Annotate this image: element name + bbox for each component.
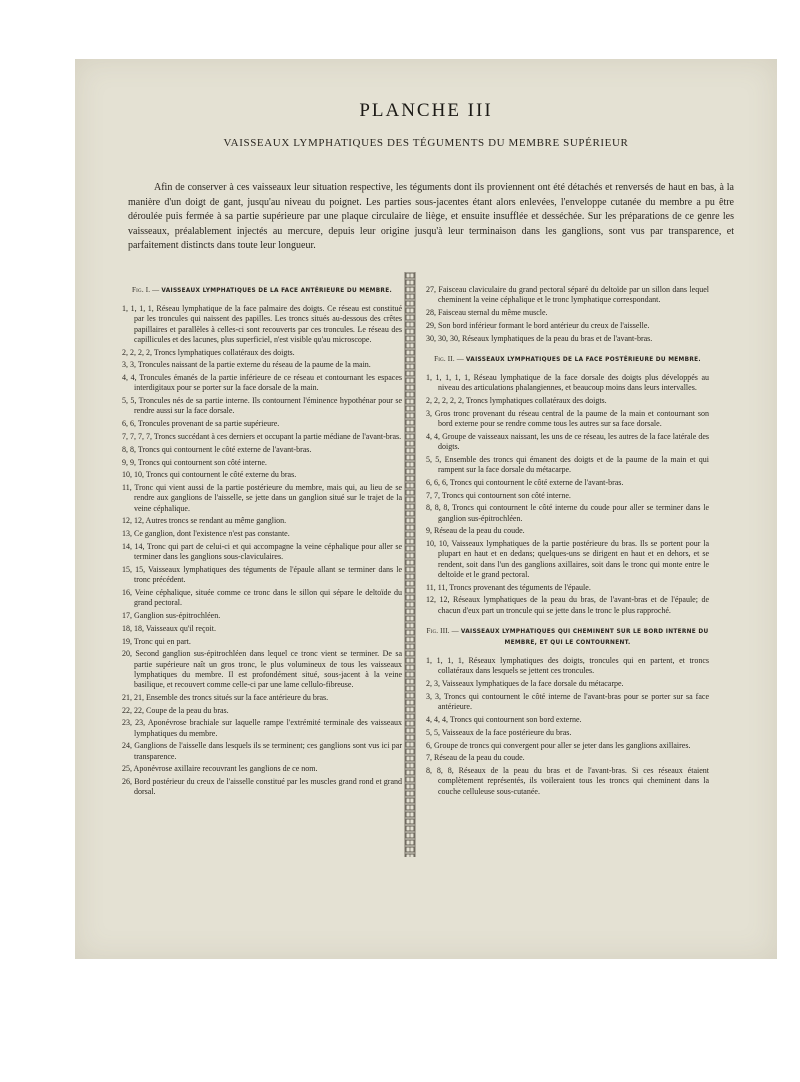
legend-entry: 5, 5, Troncules nés de sa partie interne. Ils contournent l'éminence hypothénar pour se rendre aussi sur la face dorsale. bbox=[122, 396, 402, 416]
legend-entry: 28, Faisceau sternal du même muscle. bbox=[426, 308, 548, 317]
legend-entry: 8, 8, 8, Troncs qui contournent le côté interne du coude pour aller se terminer dans le ganglion sus-épitrochléen. bbox=[426, 503, 709, 523]
legend-entry: 3, 3, Troncules naissant de la partie externe du réseau de la paume de la main. bbox=[122, 360, 371, 370]
left-column bbox=[122, 285, 402, 800]
legend-entry: 4, 4, Troncules émanés de la partie inférieure de ce réseau et contournant les espaces interdigitaux pour se porter sur la face dorsale de la main. bbox=[122, 373, 402, 393]
legend-entry: 10, 10, Vaisseaux lymphatiques de la partie postérieure du bras. Ils se portent pour la plupart en haut et en dedans; quelques-uns se dirigent en haut et en dehors, et se rendent, soit dans l'un des ganglions axillaires, soit dans le tronc qui monte entre le deltoïde et le grand pectoral. bbox=[426, 539, 709, 579]
fig1-caption: VAISSEAUX LYMPHATIQUES DE LA FACE ANTÉRIEURE DU MEMBRE. bbox=[161, 288, 392, 294]
plate-subtitle: VAISSEAUX LYMPHATIQUES DES TÉGUMENTS DU MEMBRE SUPÉRIEUR bbox=[223, 137, 629, 149]
legend-entry: 25, Aponévrose axillaire recouvrant les ganglions de ce nom. bbox=[122, 764, 318, 774]
legend-entry: 12, 12, Autres troncs se rendant au même ganglion. bbox=[122, 516, 287, 526]
legend-entry: 7, Réseau de la peau du coude. bbox=[426, 753, 525, 763]
legend-entry: 5, 5, Vaisseaux de la face postérieure du bras. bbox=[426, 727, 572, 737]
legend-entry: 7, 7, 7, 7, Troncs succédant à ces derniers et occupant la partie médiane de l'avant-bras. bbox=[122, 432, 402, 441]
fig2-section bbox=[426, 354, 709, 616]
legend-entry: 5, 5, Ensemble des troncs qui émanent des doigts et de la paume de la main et qui rampent sur la face dorsale du métacarpe. bbox=[426, 454, 709, 474]
fig2-legend-list bbox=[426, 373, 709, 616]
legend-entry: 9, 9, Troncs qui contournent son côté interne. bbox=[122, 457, 267, 467]
legend-entry: 2, 2, 2, 2, Troncs lymphatiques collatéraux des doigts. bbox=[122, 347, 295, 357]
legend-entry: 15, 15, Vaisseaux lymphatiques des téguments de l'épaule allant se terminer dans le tronc précédent. bbox=[122, 564, 402, 585]
legend-entry: 10, 10, Troncs qui contournent le côté externe du bras. bbox=[122, 470, 297, 480]
legend-entry: 12, 12, Réseaux lymphatiques de la peau du bras, de l'avant-bras et de l'épaule; de chacun d'eux part un troncule qui se jette dans le tronc le plus rapproché. bbox=[426, 595, 709, 615]
fig3-caption: VAISSEAUX LYMPHATIQUES QUI CHEMINENT SUR LE BORD INTERNE DU MEMBRE, ET QUI LE CONTOURNENT. bbox=[460, 628, 709, 646]
legend-entry: 18, 18, Vaisseaux qu'il reçoit. bbox=[122, 623, 216, 633]
fig2-heading bbox=[426, 354, 709, 365]
legend-entry: 8, 8, Troncs qui contournent le côté externe de l'avant-bras. bbox=[122, 444, 312, 454]
legend-entry: 26, Bord postérieur du creux de l'aisselle constitué par les muscles grand rond et grand dorsal. bbox=[122, 777, 402, 797]
legend-entry: 3, Gros tronc provenant du réseau central de la paume de la main et contournant son bord externe pour se rendre comme tous les autres sur sa face dorsale. bbox=[426, 408, 709, 428]
legend-entry: 2, 3, Vaisseaux lymphatiques de la face dorsale du métacarpe. bbox=[426, 679, 624, 689]
legend-entry: 11, 11, Troncs provenant des téguments de l'épaule. bbox=[426, 582, 591, 592]
legend-entry: 13, Ce ganglion, dont l'existence n'est pas constante. bbox=[122, 529, 290, 539]
fig3-legend-list bbox=[426, 656, 709, 797]
legend-entry: 6, 6, Troncules provenant de sa partie supérieure. bbox=[122, 419, 280, 429]
legend-entry: 17, Ganglion sus-épitrochléen. bbox=[122, 610, 221, 620]
legend-entry: 3, 3, Troncs qui contournent le côté interne de l'avant-bras pour se porter sur sa face antérieure. bbox=[426, 692, 709, 712]
legend-entry: 7, 7, Troncs qui contournent son côté interne. bbox=[426, 490, 571, 500]
plate-title: PLANCHE III bbox=[359, 100, 493, 121]
intro-paragraph: Afin de conserver à ces vaisseaux leur situation respective, les téguments dont ils proviennent ont été détachés et renversés de haut en bas, à la manière d'un doigt de gant, jusqu'au niveau du poignet. Les parties sous-jacentes étant alors enlevées, l'enveloppe cutanée du membre a pu être déroulée puis fermée à sa partie supérieure par une plaque circulaire de liège, et ensuite insufflée et desséchée. Sur les préparations de ce genre les vaisseaux, préalablement injectés au mercure, depuis leur origine jusqu'à leur terminaison dans les ganglions, sont vus par transparence, et parfaitement distincts dans toute leur longueur. bbox=[128, 182, 734, 251]
legend-entry: 24, Ganglions de l'aisselle dans lesquels ils se terminent; ces ganglions sont vus ici par transparence. bbox=[122, 741, 402, 761]
legend-entry: 1, 1, 1, 1, Réseau lymphatique de la face palmaire des doigts. Ce réseau est constitué par les troncules qui naissent des papilles. Les troncs situés au-dessous des crêtes papillaires et parallèles à celles-ci sont recouverts par ces troncules. Le réseau des capillicules et des lacunes, plus superficiel, n'est visible qu'au microscope. bbox=[122, 304, 402, 344]
legend-entry: 8, 8, 8, Réseaux de la peau du bras et de l'avant-bras. Si ces réseaux étaient complètement représentés, ils voileraient tous les troncs qui cheminent dans la couche celluleuse sous-cutanée. bbox=[426, 766, 709, 796]
legend-entry: 19, Tronc qui en part. bbox=[122, 636, 191, 646]
legend-entry: 20, Second ganglion sus-épitrochléen dans lequel ce tronc vient se terminer. De sa partie supérieure naît un gros tronc, le plus volumineux de tous les vaisseaux lymphatiques du membre. Il est profondément situé, sous-jacent à la veine basilique, et recouvert comme celle-ci par une lame cellulo-fibreuse. bbox=[122, 649, 402, 689]
fig1-number: Fig. I. — bbox=[132, 286, 160, 294]
plate-header bbox=[75, 100, 777, 149]
fig1-heading bbox=[122, 285, 402, 296]
fig1-legend-list bbox=[122, 304, 402, 797]
legend-entry: 1, 1, 1, 1, 1, Réseau lymphatique de la face dorsale des doigts plus développés au niveau des articulations phalangiennes, et beaucoup moins dans leurs intervalles. bbox=[426, 373, 709, 393]
legend-entry: 6, 6, 6, Troncs qui contournent le côté externe de l'avant-bras. bbox=[426, 477, 624, 487]
legend-entry: 21, 21, Ensemble des troncs situés sur la face antérieure du bras. bbox=[122, 692, 329, 702]
legend-entry: 22, 22, Coupe de la peau du bras. bbox=[122, 705, 229, 715]
legend-entry: 29, Son bord inférieur formant le bord antérieur du creux de l'aisselle. bbox=[426, 320, 650, 330]
legend-entry: 16, Veine céphalique, située comme ce tronc dans le sillon qui sépare le deltoïde du grand pectoral. bbox=[122, 587, 402, 608]
fig2-number: Fig. II. — bbox=[434, 354, 464, 363]
fig2-caption: VAISSEAUX LYMPHATIQUES DE LA FACE POSTÉRIEURE DU MEMBRE. bbox=[465, 356, 701, 363]
fig1-continued-list bbox=[426, 285, 709, 344]
legend-entry: 6, Groupe de troncs qui convergent pour aller se jeter dans les ganglions axillaires. bbox=[426, 740, 691, 750]
legend-entry: 23, 23, Aponévrose brachiale sur laquelle rampe l'extrémité terminale des vaisseaux lymphatiques du membre. bbox=[122, 718, 402, 738]
column-divider bbox=[404, 272, 416, 857]
legend-entry: 14, 14, Tronc qui part de celui-ci et qui accompagne la veine céphalique pour aller se terminer dans les ganglions sous-claviculaires. bbox=[122, 541, 402, 562]
legend-entry: 9, Réseau de la peau du coude. bbox=[426, 526, 525, 536]
legend-entry: 1, 1, 1, 1, Réseaux lymphatiques des doigts, troncules qui en partent, et troncs collatéraux dans lesquels se jettent ces troncules. bbox=[426, 656, 709, 676]
legend-entry: 4, 4, Groupe de vaisseaux naissant, les uns de ce réseau, les autres de la face latérale des doigts. bbox=[426, 431, 709, 451]
right-column bbox=[426, 285, 709, 799]
legend-entry: 27, Faisceau claviculaire du grand pectoral séparé du deltoïde par un sillon dans lequel cheminent la veine céphalique et le tronc lymphatique correspondant. bbox=[426, 285, 709, 305]
legend-entry: 4, 4, 4, Troncs qui contournent son bord externe. bbox=[426, 715, 582, 724]
legend-entry: 11, Tronc qui vient aussi de la partie postérieure du membre, mais qui, au lieu de se rendre aux ganglions de l'aisselle, se jette dans un ganglion situé sur le trajet de la veine céphalique. bbox=[122, 483, 402, 513]
legend-entry: 30, 30, 30, Réseaux lymphatiques de la peau du bras et de l'avant-bras. bbox=[426, 333, 653, 343]
fig3-section bbox=[426, 626, 709, 797]
fig3-heading bbox=[426, 626, 709, 648]
fig3-number: Fig. III. — bbox=[426, 626, 459, 635]
legend-entry: 2, 2, 2, 2, 2, Troncs lymphatiques collatéraux des doigts. bbox=[426, 396, 607, 405]
